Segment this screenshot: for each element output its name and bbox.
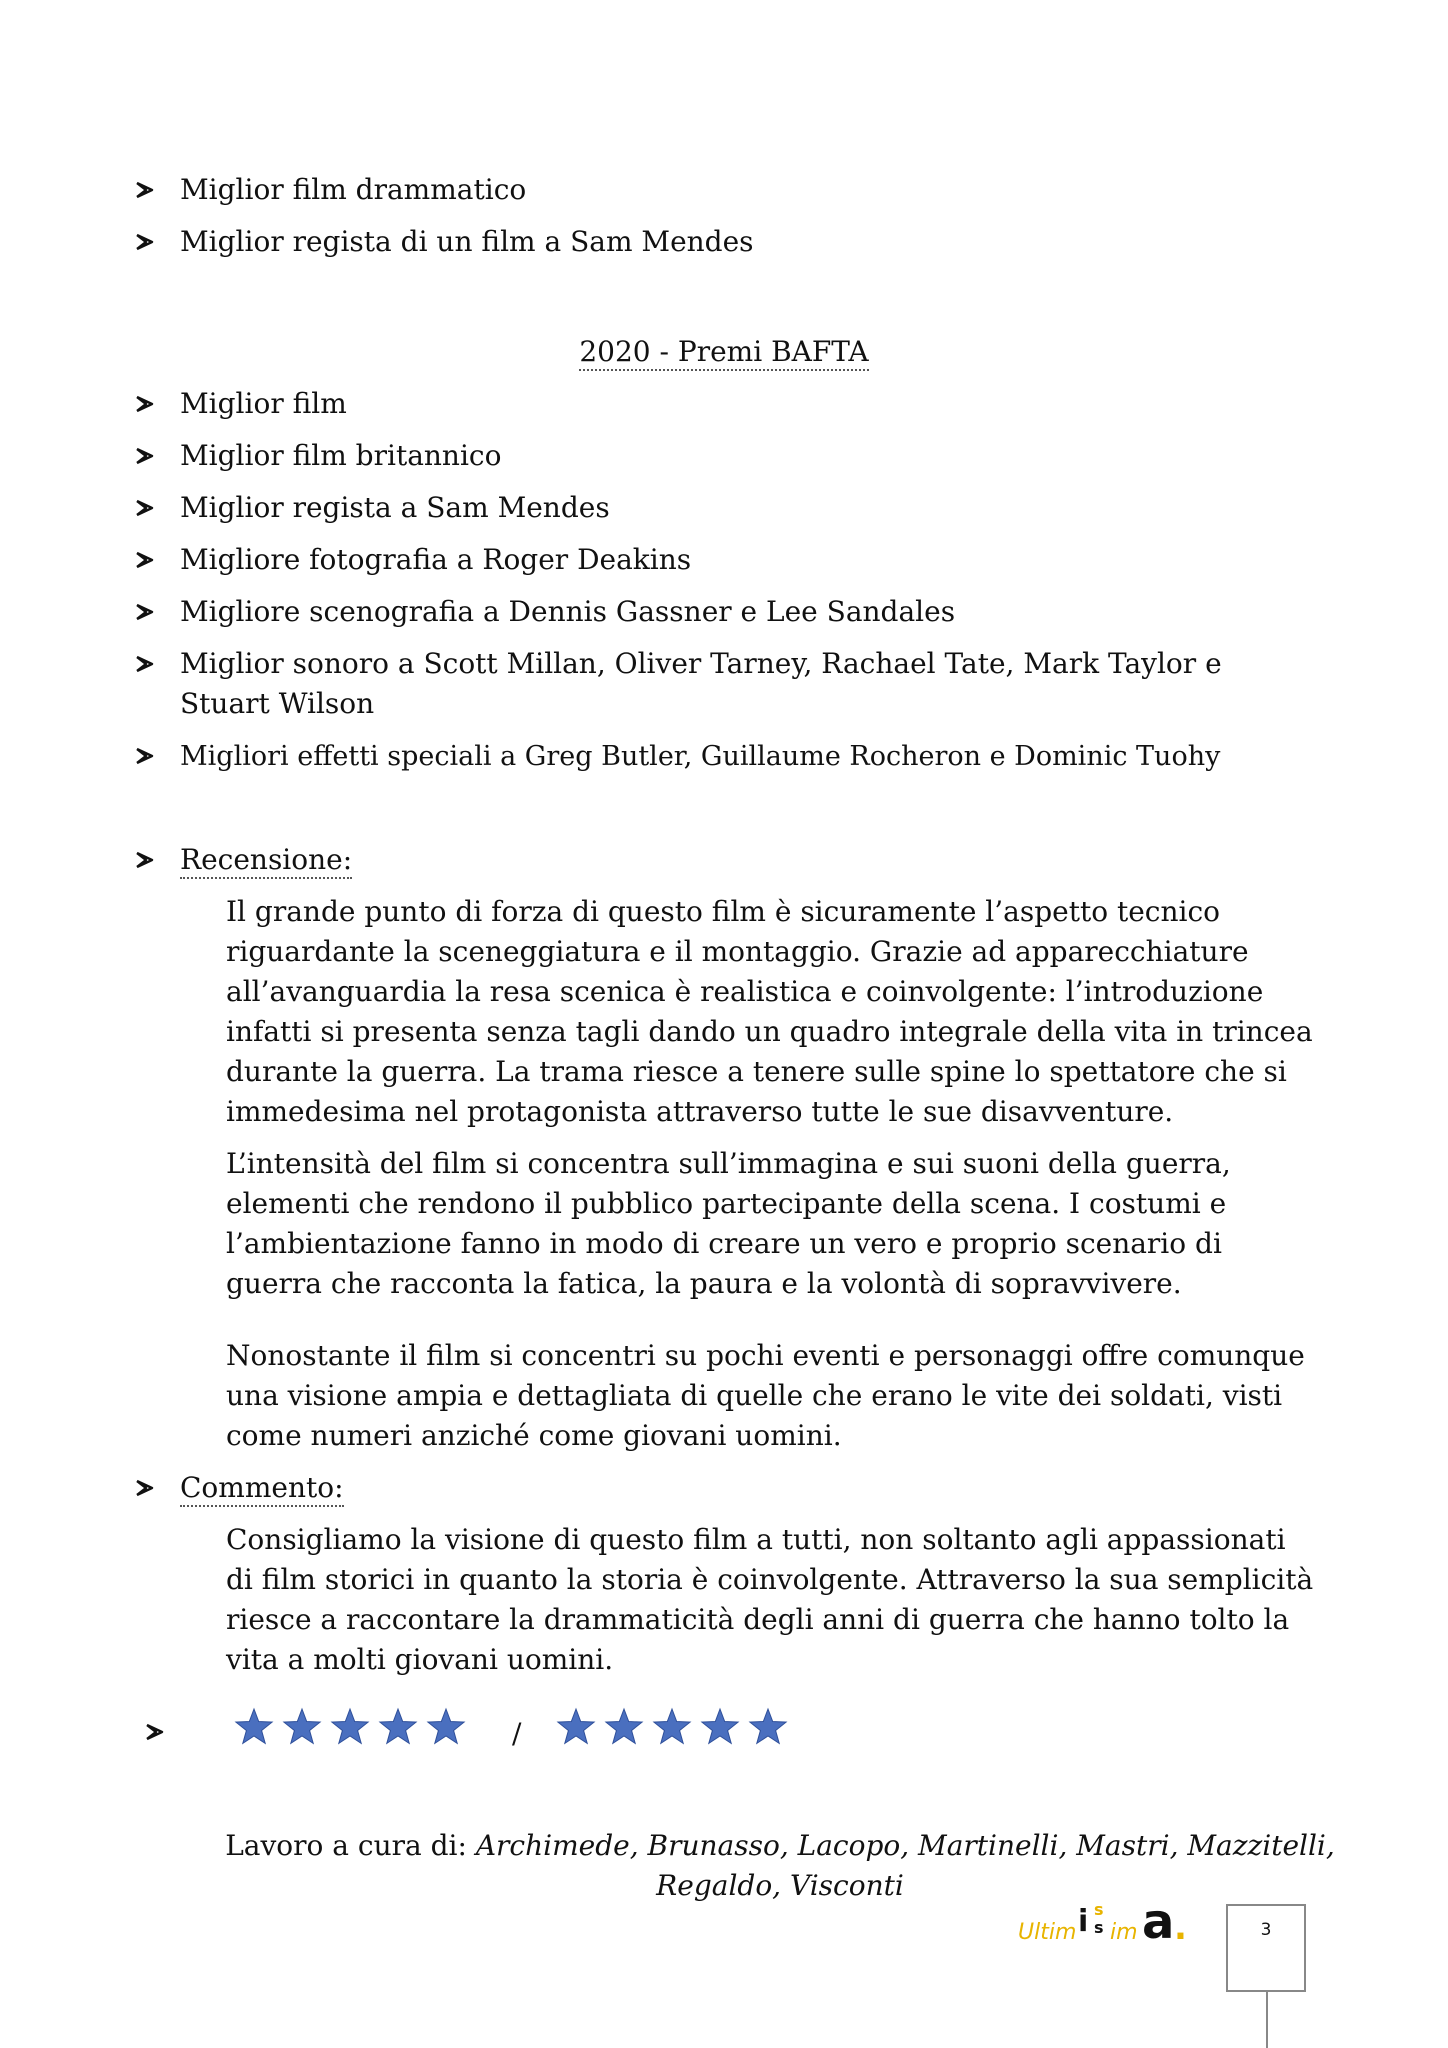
logo-text: .: [1174, 1908, 1187, 1948]
comment-paragraph: Consigliamo la visione di questo film a tutti, non soltanto agli appassionati di film storici in quanto la storia è coinvolgente. Attraverso la sua semplicità riesce a raccontare la drammaticità degli anni di guerra che hanno tolto la vita a molti giovani uomini.: [226, 1523, 1314, 1676]
rating-star-icon: [332, 1709, 368, 1743]
award-item: [180, 540, 1310, 580]
award-item-text: Miglior regista a Sam Mendes: [180, 491, 610, 524]
bafta-title: 2020 - Premi BAFTA: [579, 335, 868, 371]
section-heading: [0, 332, 1448, 372]
page-number-box: [1226, 1904, 1306, 1992]
ultimissima-logo: [1018, 1896, 1208, 1956]
award-item: [180, 222, 1310, 262]
award-item-text: Migliore scenografia a Dennis Gassner e Lee Sandales: [180, 595, 956, 628]
award-item: [180, 736, 1340, 777]
rating-star-icon: [428, 1709, 464, 1743]
review-paragraph: L’intensità del film si concentra sull’immagina e sui suoni della guerra, elementi che rendono il pubblico partecipante della scena. I costumi e l’ambientazione fanno in modo di creare un vero e proprio scenario di guerra che racconta la fatica, la paura e la volontà di sopravvivere.: [226, 1147, 1231, 1300]
award-item: [180, 644, 1290, 724]
review-label: Recensione:: [180, 843, 352, 879]
award-item-text: Miglior regista di un film a Sam Mendes: [180, 225, 754, 258]
arrow-bullet-icon: [134, 840, 160, 880]
credits-names: Regaldo, Visconti: [656, 1869, 904, 1902]
award-item: [180, 436, 1310, 476]
review-paragraph: Il grande punto di forza di questo film è sicuramente l’aspetto tecnico riguardante la sceneggiatura e il montaggio. Grazie ad apparecchiature all’avanguardia la resa scenica è realistica e coinvolgente: l’introduzione infatti si presenta senza tagli dando un quadro integrale della vita in trincea durante la guerra. La trama riesce a tenere sulle spine lo spettatore che si immedesima nel protagonista attraverso tutte le sue disavventure.: [226, 895, 1313, 1128]
max-star-icon: [558, 1709, 594, 1743]
rating-stars: [134, 1698, 834, 1758]
comment-heading: [180, 1468, 1310, 1508]
award-item-text: Migliore fotografia a Roger Deakins: [180, 543, 692, 576]
award-item-text: Miglior film drammatico: [180, 173, 527, 206]
review-paragraph: Nonostante il film si concentri su pochi eventi e personaggi offre comunque una visione ampia e dettagliata di quelle che erano le vite dei soldati, visti come numeri anziché come giovani uomini.: [226, 1339, 1305, 1452]
logo-text: s: [1094, 1918, 1104, 1937]
logo-text: Ultim: [1018, 1920, 1077, 1945]
logo-text: a: [1142, 1894, 1175, 1950]
arrow-bullet-icon: [134, 736, 160, 776]
arrow-bullet-icon: [134, 170, 160, 210]
award-item-text: Miglior film britannico: [180, 439, 502, 472]
page-number-connector: [1266, 1992, 1268, 2048]
page-number: 3: [1260, 1920, 1272, 1940]
rating: [134, 1698, 834, 1758]
rating-star-icon: [380, 1709, 416, 1743]
rating-star-icon: [236, 1709, 272, 1743]
credits: [200, 1826, 1360, 1906]
max-star-icon: [750, 1709, 786, 1743]
award-item: [180, 170, 1310, 210]
award-item: [180, 488, 1310, 528]
comment-label: Commento:: [180, 1471, 344, 1507]
award-item: [180, 592, 1310, 632]
award-item-text: Miglior sonoro a Scott Millan, Oliver Tarney, Rachael Tate, Mark Taylor e Stuart Wilson: [180, 647, 1222, 720]
max-star-icon: [654, 1709, 690, 1743]
award-item-text: Migliori effetti speciali a Greg Butler, Guillaume Rocheron e Dominic Tuohy: [180, 741, 1221, 772]
max-star-icon: [702, 1709, 738, 1743]
credits-prefix: Lavoro a cura di:: [225, 1829, 467, 1862]
arrow-bullet-icon: [134, 384, 160, 424]
award-item: [180, 384, 1310, 424]
arrow-bullet-icon: [134, 436, 160, 476]
arrow-bullet-icon: [134, 540, 160, 580]
rating-star-icon: [284, 1709, 320, 1743]
arrow-bullet-icon: [134, 592, 160, 632]
arrow-bullet-icon: [134, 222, 160, 262]
credits-names: Archimede, Brunasso, Lacopo, Martinelli, Mastri, Mazzitelli,: [475, 1829, 1335, 1862]
review-heading: [180, 840, 1310, 880]
logo-text: i: [1078, 1904, 1089, 1939]
logo-text: im: [1110, 1920, 1138, 1945]
logo-text: s: [1094, 1900, 1104, 1919]
award-item-text: Miglior film: [180, 387, 347, 420]
rating-separator: /: [512, 1717, 522, 1750]
arrow-bullet-icon: [134, 644, 160, 684]
max-star-icon: [606, 1709, 642, 1743]
arrow-bullet-icon: [134, 488, 160, 528]
arrow-bullet-icon: [134, 1468, 160, 1508]
